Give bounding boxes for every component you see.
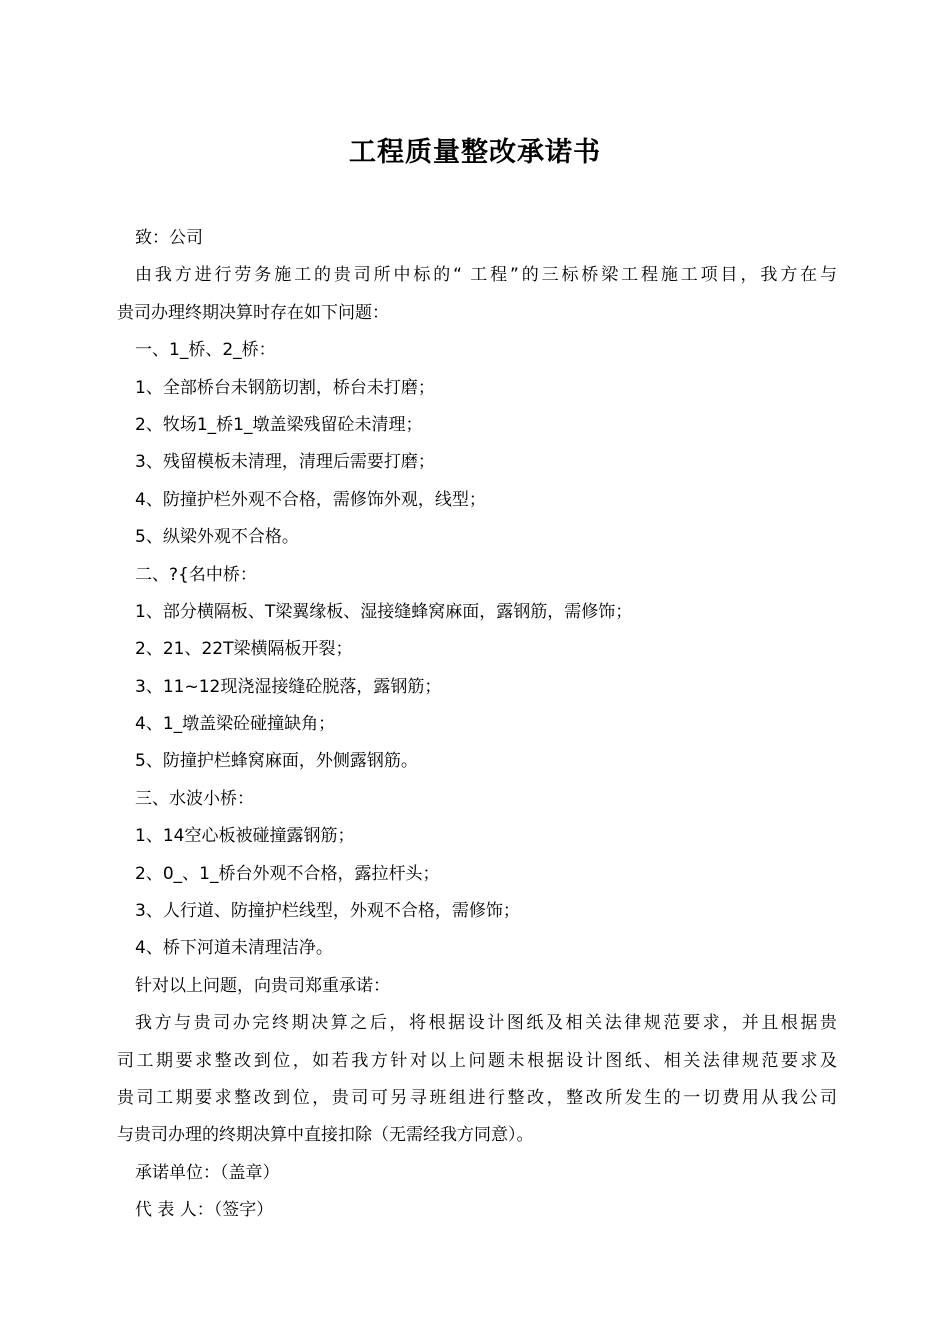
text-line: 针对以上问题，向贵司郑重承诺： [135, 975, 390, 996]
document-title: 工程质量整改承诺书 [349, 137, 601, 168]
text-line: 二、?{名中桥： [135, 564, 257, 585]
text-line: 5、防撞护栏蜂窝麻面，外侧露钢筋。 [135, 751, 418, 772]
text-line: 1、全部桥台未钢筋切割，桥台未打磨； [135, 377, 435, 398]
document-body [117, 220, 837, 1230]
text-line: 2、0_、1_桥台外观不合格，露拉杆头； [135, 863, 440, 884]
text-line: 3、人行道、防撞护栏线型，外观不合格，需修饰； [135, 901, 520, 922]
text-line: 3、11~12现浇湿接缝砼脱落，露钢筋； [135, 676, 442, 697]
text-line: 承诺单位：（盖章） [135, 1162, 280, 1183]
text-line: 我方与贵司办完终期决算之后，将根据设计图纸及相关法律规范要求，并且根据贵 [135, 1013, 837, 1034]
text-line: 4、桥下河道未清理洁净。 [135, 938, 333, 959]
text-line: 一、1_桥、2_桥： [135, 340, 276, 361]
text-line: 贵司工期要求整改到位，贵司可另寻班组进行整改，整改所发生的一切费用从我公司 [117, 1087, 837, 1108]
text-line: 4、防撞护栏外观不合格，需修饰外观，线型； [135, 489, 486, 510]
text-line: 2、21、22T梁横隔板开裂； [135, 639, 353, 660]
text-line: 3、残留模板未清理，清理后需要打磨； [135, 452, 435, 473]
text-line: 1、14空心板被碰撞露钢筋； [135, 826, 355, 847]
text-line: 三、水波小桥： [135, 788, 254, 809]
text-line: 由我方进行劳务施工的贵司所中标的“ 工程”的三标桥梁工程施工项目，我方在与 [135, 265, 837, 286]
text-line: 代 表 人：（签字） [135, 1200, 274, 1221]
text-line: 4、1_墩盖梁砼碰撞缺角； [135, 714, 336, 735]
text-line: 5、纵梁外观不合格。 [135, 527, 299, 548]
text-line: 致：公司 [135, 228, 203, 248]
text-line: 2、牧场1_桥1_墩盖梁残留砼未清理； [135, 414, 423, 435]
text-line: 与贵司办理的终期决算中直接扣除（无需经我方同意）。 [117, 1125, 534, 1146]
text-line: 司工期要求整改到位，如若我方针对以上问题未根据设计图纸、相关法律规范要求及 [117, 1050, 837, 1071]
text-line: 贵司办理终期决算时存在如下问题： [117, 302, 389, 323]
text-line: 1、部分横隔板、T梁翼缘板、湿接缝蜂窝麻面，露钢筋，需修饰； [135, 601, 633, 622]
